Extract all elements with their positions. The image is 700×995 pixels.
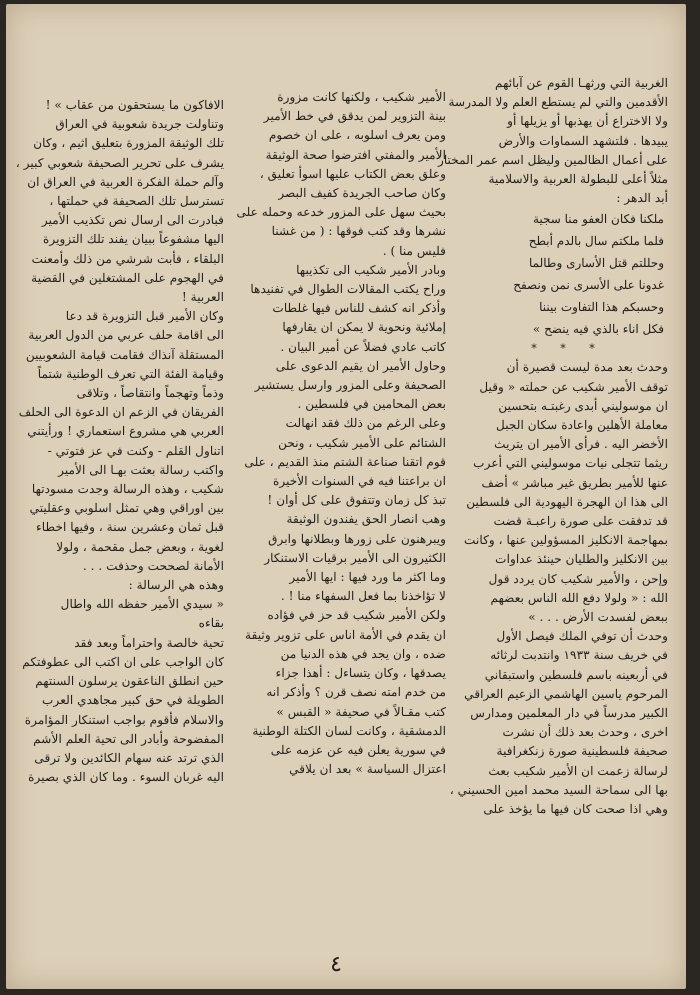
column-right-intro [437, 74, 668, 208]
column2-line: كتب مقـالاً في صحيفة « القبس » [276, 704, 446, 719]
section-separator: * * * [531, 342, 605, 356]
column1-line: أبد الدهر : [616, 191, 668, 206]
column1b-line: بمهاجمة الانكليز المسؤولين عنها ، وكانت [464, 533, 668, 548]
column3-line: تحية خالصة واحتراماً وبعد فقد [74, 635, 224, 650]
column3-line: في الهجوم على المشتغلين في القضية [31, 270, 224, 285]
column2-line: الأمير شكيب ، ولكنها كانت مزورة [277, 90, 446, 104]
column2-line: وما اكثر ما ورد فيها : ايها الأمير [289, 570, 446, 585]
column2-line: الشتائم على الأمير شكيب ، ونحن [278, 435, 446, 450]
column3-line: اليه غربان السوء . وما كان الذي بصيرة [28, 770, 224, 785]
column2-line: من خدم امته نصف قرن ؟ وأذكر انه [266, 685, 446, 700]
column2-line: لا تؤاخذنا بما فعل السفهاء منا ! . [280, 589, 446, 604]
column1b-line: المرحوم ياسين الهاشمي الزعيم العراقي [464, 686, 668, 701]
column1b-line: وحدث أن توفي الملك فيصل الأول [496, 629, 668, 644]
column2-line: وهب انصار الحق يفندون الوثيقة [286, 512, 446, 527]
column3-line: شكيب ، وهذه الرسالة وجدت مسودتها [31, 482, 224, 497]
column3-line: وآلم حملة الفكرة العربية في العراق ان [27, 174, 224, 189]
column3-line: والاسلام فأقوم بواجب استنكار المؤامرة [24, 712, 224, 727]
column2-line: قوم اتقنا صناعة الشتم منذ القديم ، على [244, 454, 446, 469]
column2-line: وراح يكتب المقالات الطوال في تفنيدها [250, 282, 446, 297]
poem-line: ملكنا فكان العفو منا سجية [532, 212, 664, 227]
column1-line: على أعمال الظالمين وليظل اسم عمر المختار [437, 152, 668, 167]
column2-line: وحاول الأمير ان يقيم الدعوى على [275, 358, 446, 373]
column3-line: قبل ثمان وعشرين سنة ، وفيها اخطاء [36, 520, 224, 535]
column1b-line: قد تدفقت على صورة راعبـة قضت [493, 514, 668, 529]
poem-line: فكل اناء بالذي فيه ينضح » [532, 322, 664, 337]
column3-line: المفضوحة وأبادر الى تحية العلم الأشم [33, 731, 224, 746]
poem-line: وحسبكم هذا التفاوت بيننا [539, 300, 664, 315]
column2-line: الكثيرون الى الأمير برقيات الاستنكار [264, 550, 446, 565]
column2-line: كاتب عادي فضلاً عن أمير البيان . [280, 339, 446, 354]
column2-line: وأذكر انه كشف للناس فيها غلطات [272, 301, 446, 316]
column3-line: بين اوراقي وهي تمثل اسلوبي وعقليتي [29, 501, 224, 516]
column3-line: وتناولت جريدة شعوبية في العراق [55, 117, 224, 132]
column3-line: الأمانة لصححت وحذفت . . . [82, 558, 224, 573]
column3-line: « سيدي الأمير حفظه الله واطال [60, 597, 224, 612]
column3-line: يشرف على تحرير الصحيفة شعوبي كبير ، [15, 155, 224, 170]
column2-line: في سورية يعلن فيه عن عزمه على [270, 742, 446, 757]
column1b-line: وإحن ، والأمير شكيب كان يردد قول [488, 571, 668, 586]
column2-line: بعض المحامين في فلسطين . [297, 397, 446, 412]
column3-line: وقيامة الفئة التي تعرف الوطنية شتماً [37, 366, 224, 381]
column2-line: نشرها وقد كتب فوقها : ( من غشنا [271, 224, 446, 239]
column1b-line: ان موسوليني أبدى رغبتـه بتحسين [498, 398, 668, 413]
column2-line: ويبرهنون على زورها وبطلانها وابرق [268, 531, 446, 546]
column1b-line: معاملة الأهلين واعادة سكان الجبل [495, 418, 668, 433]
column1b-line: اخرى ، وحدث بعد ذلك أن نشرت [502, 725, 668, 740]
column3-line: البلقاء ، فأبت شرشي من ذلك وأمعنت [31, 251, 224, 266]
column2-line: الأمير والمفتي افترضوا صحة الوثيقة [265, 147, 446, 162]
column3-line: تلك الوثيقة المزورة بتعليق اثيم ، وكان [33, 136, 224, 151]
column1b-line: وهي اذا صحت كان فيها ما يؤخذ على [483, 802, 668, 817]
column1b-line: في أربعينه باسم فلسطين واستبقاني [484, 667, 668, 682]
column1-line: الغربية التي ورثهـا القوم عن آبائهم [495, 76, 668, 90]
column3-line: وكان الأمير قبل التزويرة قد دعا [65, 309, 224, 324]
column2-line: إملائية ونحوية لا يمكن ان يقارفها [282, 320, 446, 335]
column1-line: الأقدمين والتي لم يستطع العلم ولا المدرسة [448, 95, 668, 110]
column3-line: العربي هي مشروع استعماري ! ورأيتني [27, 424, 224, 439]
column1b-line: توقف الأمير شكيب عن حملته « وقيل [479, 379, 668, 394]
column3-line: الفريقان في الزعم ان الدعوة الى الحلف [18, 405, 224, 420]
column2-line: وبادر الأمير شكيب الى تكذيبها [296, 262, 446, 277]
column3-line: الذي ترتد عنه سهام الكائدين ولا ترقى [34, 750, 224, 765]
column3-line: لغوية ، وبعض جمل مقحمة ، ولولا [56, 539, 224, 554]
column2-line: اعتزال السياسة » بعد ان يلاقي [289, 762, 446, 777]
column2-line: ولكن الأمير شكيب قد حز في فؤاده [267, 608, 446, 623]
column2-line: تبذ كل زمان وتتفوق على كل أوان ! [267, 493, 446, 508]
column3-line: المستقلة آنذاك فقامت قيامة الشعوبيين [25, 347, 224, 362]
poem-line: فلما ملكتم سال بالدم أبطح [528, 234, 664, 249]
column1-line: يبيدها . فلتشهد السماوات والأرض [498, 133, 668, 148]
column3-line: اليها مشفوعاً ببيان يفند تلك التزويرة [43, 232, 224, 247]
magazine-page [6, 4, 686, 989]
column3-line: الى اقامة حلف عربي من الدول العربية [28, 328, 224, 343]
column2-line: بحيث سهل على المزور خدعه وحمله على [236, 205, 446, 220]
column3-line: اتناول القلم - وكنت في عز فتوتي - [47, 443, 224, 458]
column2-line: ان براعتنا فيه في السنوات الأخيرة [272, 474, 446, 489]
column1b-line: وحدث بعد مدة ليست قصيرة أن [506, 360, 668, 375]
column2-line: وكان صاحب الجريدة كفيف البصر [278, 186, 446, 201]
column-middle-body [236, 88, 446, 779]
column2-line: ضده ، وان يجد في هذه الدنيا من [280, 646, 446, 661]
column1-line: ولا الاختراع أن يهذبها أو يزيلها أو [507, 114, 668, 129]
column3-line: العربية ! [181, 290, 224, 305]
column-right-body [449, 358, 668, 819]
column3-line: كان الواجب على ان اكتب الى عطوفتكم [22, 654, 224, 669]
column1b-line: ببعض لفسدت الأرض . . . » [528, 610, 668, 625]
column1b-line: ريثما تتجلى نيات موسوليني التي أعرب [473, 456, 668, 471]
column2-line: وعلق بعض الكتاب عليها اسوأ تعليق ، [259, 166, 446, 181]
column3-line: وهذه هي الرسالة : [128, 578, 224, 593]
column1-line: مثلاً أعلى للبطولة العربية والاسلامية [488, 172, 668, 187]
column3-line: بقاءه [198, 616, 224, 631]
column2-line: الدمشقية ، وكانت لسان الكتلة الوطنية [252, 723, 446, 738]
column2-line: ومن يعرف اسلوبه ، على ان خصوم [268, 128, 446, 143]
column3-line: واكتب رسالة بعثت بهـا الى الأمير [58, 462, 224, 477]
column1b-line: بها الى سماحة السيد محمد امين الحسيني ، [449, 782, 668, 797]
poem-line: غدونا على الأسرى نمن ونصفح [513, 278, 664, 293]
column-left [15, 96, 224, 787]
column1b-line: بين الانكليز والطليان حينئذ عداوات [495, 552, 668, 567]
page-number: ٤ [330, 952, 342, 977]
column1b-line: الله : « ولولا دفع الله الناس بعضهم [490, 590, 668, 605]
column2-line: ان يقدم في الأمة اناس على تزوير وثيقة [245, 627, 446, 642]
column2-line: الصحيفة وعلى المزور وارسل يستشير [254, 378, 446, 393]
column1b-line: الكبير مدرساً في دار المعلمين ومدارس [470, 706, 668, 721]
column3-line: تسترسل تلك الصحيفة في حملتها ، [49, 194, 224, 209]
column-right [437, 74, 668, 819]
column3-line: حين انطلق الناعقون يرسلون السنتهم [35, 674, 224, 689]
column2-line: بينة التزوير لمن يدقق في خط الأمير [263, 109, 446, 124]
column2-line: يصدقها ، وكان يتساءل : أهذا جزاء [275, 666, 446, 681]
column3-line: الطويلة في حق كبير مجاهدي العرب [42, 693, 224, 708]
column1b-line: الأخضر اليه . فرأى الأمير ان يتريث [494, 437, 668, 452]
poem-line: وحللتم قتل الأسارى وطالما [529, 256, 664, 271]
column1b-line: في خريف سنة ١٩٣٣ وانتدبت لرثائه [490, 648, 668, 663]
poem [468, 208, 668, 340]
column1b-line: لرسالة زعمت ان الأمير شكيب بعث [488, 763, 668, 778]
column2-line: فليس منا ) . [382, 243, 446, 258]
column-left-body [15, 96, 224, 787]
column3-line: فبادرت الى ارسال نص تكذيب الأمير [41, 213, 224, 228]
column2-line: وعلى الرغم من ذلك فقد انهالت [285, 416, 446, 431]
column3-line: الافاكون ما يستحقون من عقاب » ! [45, 98, 224, 112]
column1b-line: عنها للأمير بطريق غير مباشر » أضف [481, 475, 668, 490]
column-middle [236, 88, 446, 779]
column1b-line: صحيفة فلسطينية صورة زنكغرافية [496, 744, 668, 759]
column3-line: وذماً وتهجماً وانتقاصاً ، وتلاقى [76, 386, 224, 401]
column1b-line: الى هذا ان الهجرة اليهودية الى فلسطين [466, 494, 668, 509]
